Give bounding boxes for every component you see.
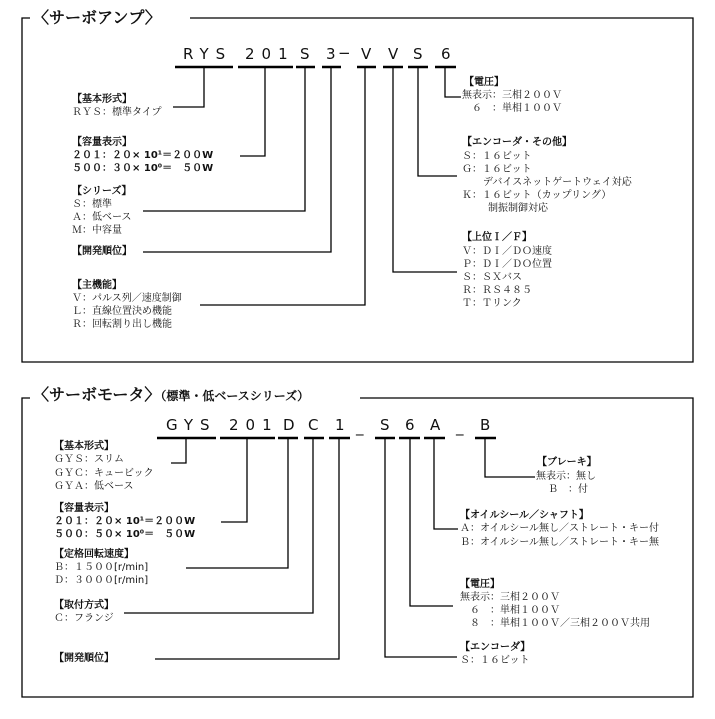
amp-series-line: Ｍ：中容量 [72, 225, 122, 236]
amp-series-header: 【シリーズ】 [72, 186, 132, 197]
motor-basic-line: ＧＹＣ：キュービック [54, 468, 154, 479]
amp-main-function-line: Ｌ：直線位置決め機能 [72, 306, 172, 317]
amp-upper-if-header: 【上位Ｉ／Ｆ】 [462, 232, 532, 243]
code-rys: RYS [183, 45, 233, 63]
motor-brake-line: 無表示：無し [536, 471, 596, 482]
motor-speed-header: 【定格回転速度】 [54, 549, 134, 560]
motor-capacity-line: ２０１：２０× 10¹＝２００W [54, 516, 196, 527]
motor-encoder-header: 【エンコーダ】 [460, 642, 531, 653]
amp-capacity-line: ５００：３０× 10⁰＝ ５０W [72, 163, 214, 174]
motor-title: 〈サーボモータ〉 [33, 385, 161, 404]
amp-encoder-line: Ｓ：１６ビット [462, 151, 532, 162]
code-201: 201 [229, 416, 279, 434]
motor-voltage-line: ６ ：単相１００Ｖ [460, 605, 560, 616]
code-d: D [283, 416, 302, 434]
motor-basic-line: ＧＹＡ：低ベース [54, 481, 134, 492]
motor-voltage-line: ８ ：単相１００Ｖ／三相２００Ｖ共用 [460, 618, 650, 629]
amp-encoder-line: Ｋ：１６ビット（カップリング） [462, 190, 612, 201]
code-201: 201 [245, 45, 295, 63]
code-s: S [380, 416, 397, 434]
code-underscore: _ [456, 418, 471, 436]
motor-basic-line: ＧＹＳ：スリム [54, 454, 124, 465]
motor-voltage-line: 無表示：三相２００Ｖ [460, 592, 560, 603]
motor-mount-header: 【取付方式】 [54, 600, 114, 611]
amp-basic-header: 【基本形式】 [72, 94, 132, 105]
code-v1: V [361, 45, 379, 63]
motor-speed-line: Ｂ：１５００[r/min] [54, 562, 149, 573]
motor-basic-header: 【基本形式】 [54, 441, 114, 452]
motor-encoder-line: Ｓ：１６ビット [460, 655, 530, 666]
code-v2: V [388, 45, 406, 63]
amp-dev-order-header: 【開発順位】 [72, 246, 132, 257]
motor-voltage-header: 【電圧】 [460, 579, 500, 590]
amp-main-function-line: Ｒ：回転割り出し機能 [72, 319, 172, 330]
code-underscore: _ [356, 418, 371, 436]
amp-upper-if-line: Ｓ：ＳＸバス [462, 272, 522, 283]
motor-speed-line: Ｄ：３０００[r/min] [54, 575, 149, 586]
amp-upper-if-line: Ｖ：ＤＩ／ＤＯ速度 [462, 246, 552, 257]
amp-upper-if-line: Ｐ：ＤＩ／ＤＯ位置 [462, 259, 552, 270]
motor-section-title [31, 385, 311, 406]
amp-upper-if-line: Ｔ：Ｔリンク [462, 298, 522, 309]
amp-capacity-line: ２０１：２０× 10¹＝２００W [72, 150, 214, 161]
amp-basic-line: ＲＹＳ：標準タイプ [72, 107, 162, 118]
amp-upper-if-line: Ｒ：ＲＳ４８５ [462, 285, 532, 296]
amp-series-line: Ｓ：標準 [72, 199, 112, 210]
motor-oilseal-line: Ｂ：オイルシール無し／ストレート・キー無 [460, 537, 660, 548]
motor-capacity-header: 【容量表示】 [54, 503, 114, 514]
amp-encoder-line: 制振制御対応 [488, 203, 548, 214]
motor-dev-order-header: 【開発順位】 [54, 653, 114, 664]
code-3: 3 [326, 45, 343, 63]
code-s2: S [413, 45, 430, 63]
amp-series-line: Ａ：低ベース [72, 212, 132, 223]
code-dash: − [338, 44, 358, 62]
motor-brake-line: Ｂ ：付 [548, 484, 588, 495]
code-a: A [430, 416, 448, 434]
amp-main-function-line: Ｖ：パルス列／速度制御 [72, 293, 182, 304]
code-6: 6 [405, 416, 422, 434]
amp-voltage-line: ６ ：単相１００Ｖ [462, 103, 562, 114]
amp-voltage-line: 無表示：三相２００Ｖ [462, 90, 562, 101]
motor-oilseal-line: Ａ：オイルシール無し／ストレート・キー付 [460, 523, 660, 534]
motor-brake-header: 【ブレーキ】 [537, 457, 597, 468]
code-gys: GYS [166, 416, 217, 434]
code-c: C [308, 416, 326, 434]
code-s: S [300, 45, 317, 63]
motor-capacity-line: ５００：５０× 10⁰＝ ５０W [54, 529, 196, 540]
motor-oilseal-header: 【オイルシール／シャフト】 [460, 510, 589, 521]
motor-mount-line: Ｃ：フランジ [54, 613, 114, 624]
code-b: B [480, 416, 498, 434]
amp-main-function-header: 【主機能】 [72, 280, 122, 291]
amp-encoder-line: デバイスネットゲートウェイ対応 [483, 177, 632, 188]
amp-voltage-header: 【電圧】 [464, 77, 504, 88]
code-6: 6 [441, 45, 458, 63]
motor-subtitle: （標準・低ベースシリーズ） [160, 389, 310, 403]
amp-section-title: 〈サーボアンプ〉 [33, 8, 161, 27]
amp-capacity-header: 【容量表示】 [72, 137, 132, 148]
amp-encoder-header: 【エンコーダ・その他】 [462, 137, 572, 148]
amp-encoder-line: Ｇ：１６ビット [462, 164, 532, 175]
code-1: 1 [335, 416, 352, 434]
